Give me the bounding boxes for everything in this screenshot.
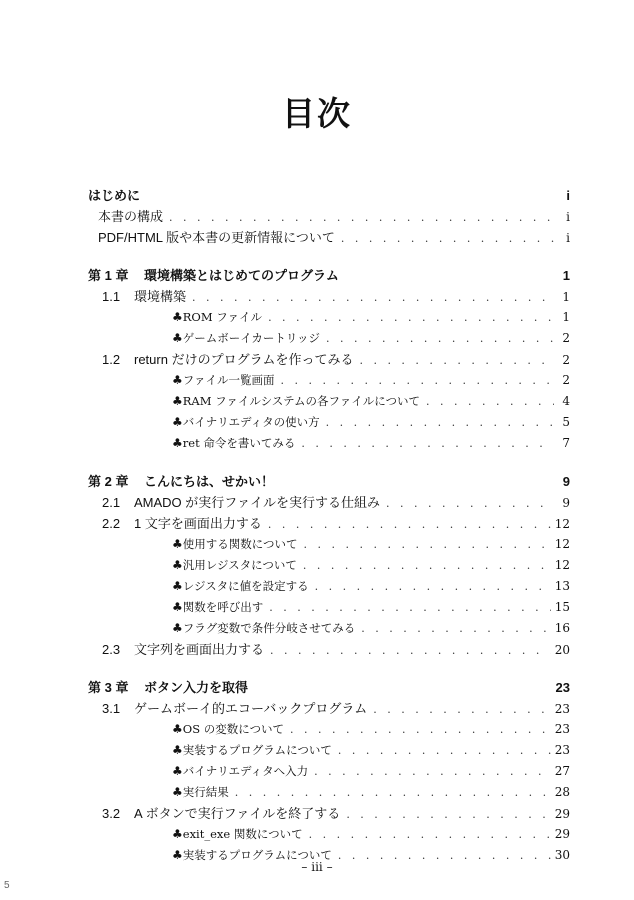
toc-leader (301, 433, 554, 454)
toc-subsection-page: 27 (554, 764, 570, 778)
toc-chapter-row[interactable] (88, 265, 570, 286)
toc-subsection-page: 28 (554, 785, 570, 799)
club-icon: ♣ (172, 722, 183, 736)
toc-section-number: 2.1 (102, 495, 121, 510)
toc-section-row[interactable] (88, 349, 570, 370)
toc-intro-item-label: 本書の構成 (98, 209, 164, 224)
toc-leader (386, 493, 554, 514)
toc-subsection-label: ret 命令を書いてみる (182, 436, 296, 450)
toc-subsection-label: フラグ変数で条件分岐させてみる (182, 621, 356, 635)
toc-leader (315, 576, 551, 597)
toc-intro-item[interactable] (88, 206, 570, 227)
toc-leader (192, 287, 554, 308)
club-icon: ♣ (172, 579, 183, 593)
club-icon: ♣ (172, 764, 183, 778)
toc-subsection-page: 12 (554, 558, 570, 572)
toc-intro-item-page: i (566, 231, 570, 245)
toc-chapter-label: 環境構築とはじめてのプログラム (144, 268, 339, 283)
toc-subsection-row[interactable] (88, 761, 570, 782)
toc-leader (270, 640, 551, 661)
toc-section-page: 29 (554, 807, 570, 821)
toc-subsection-label: バイナリエディタへ入力 (182, 764, 309, 778)
club-icon: ♣ (172, 785, 183, 799)
toc-leader (426, 391, 554, 412)
club-icon: ♣ (172, 394, 183, 408)
toc-section-number: 3.1 (102, 701, 121, 716)
toc-subsection-row[interactable] (88, 824, 570, 845)
club-icon: ♣ (172, 600, 183, 614)
toc-gap (88, 660, 570, 677)
corner-label: 5 (4, 880, 10, 891)
toc-intro-item-label: PDF/HTML 版や本書の更新情報について (98, 230, 335, 245)
toc-leader (268, 307, 554, 328)
toc-subsection-page: 23 (554, 743, 570, 757)
toc-section-row[interactable] (88, 639, 570, 660)
toc-section-number: 1.2 (102, 352, 121, 367)
toc-subsection-label: OS の変数について (182, 722, 284, 736)
toc-section-label: 1 文字を画面出力する (134, 516, 262, 531)
toc-leader (235, 782, 551, 803)
toc-gap (88, 454, 570, 471)
toc-subsection-row[interactable] (88, 576, 570, 597)
toc-subsection-row[interactable] (88, 534, 570, 555)
toc-section-page: 1 (562, 290, 570, 304)
toc-leader (346, 804, 550, 825)
toc-subsection-row[interactable] (88, 412, 570, 433)
toc-intro-page: i (566, 188, 570, 203)
toc-subsection-label: レジスタに値を設定する (182, 579, 309, 593)
toc-subsection-page: 5 (562, 415, 570, 429)
toc-subsection-row[interactable] (88, 370, 570, 391)
toc-subsection-row[interactable] (88, 307, 570, 328)
toc-subsection-page: 15 (554, 600, 570, 614)
club-icon: ♣ (172, 373, 183, 387)
toc-leader (361, 618, 550, 639)
toc-section-page: 2 (562, 353, 570, 367)
club-icon: ♣ (172, 743, 183, 757)
toc-leader (341, 228, 554, 249)
toc-subsection-page: 16 (554, 621, 570, 635)
toc-section-row[interactable] (88, 513, 570, 534)
toc-leader (290, 719, 551, 740)
toc-leader (268, 514, 551, 535)
toc-leader (326, 412, 554, 433)
toc-subsection-label: 実装するプログラムについて (182, 743, 332, 757)
club-icon: ♣ (172, 537, 183, 551)
toc-subsection-label: exit_exe 関数について (182, 827, 303, 841)
toc-section-number: 1.1 (102, 289, 121, 304)
toc-intro-item[interactable] (88, 227, 570, 248)
toc-intro-item-page: i (566, 210, 570, 224)
toc-gap (88, 248, 570, 265)
toc-leader (281, 370, 554, 391)
toc-subsection-label: 関数を呼び出す (182, 600, 264, 614)
toc-subsection-page: 12 (554, 537, 570, 551)
toc-subsection-row[interactable] (88, 740, 570, 761)
toc-subsection-label: 実装するプログラムについて (182, 848, 332, 862)
toc-leader (269, 597, 550, 618)
toc-subsection-page: 2 (562, 373, 570, 387)
toc-section-label: 環境構築 (134, 289, 187, 304)
toc-chapter-label: こんにちは、せかい！ (144, 474, 275, 489)
toc-subsection-row[interactable] (88, 555, 570, 576)
toc-section-label: return だけのプログラムを作ってみる (134, 352, 354, 367)
toc-subsection-row[interactable] (88, 597, 570, 618)
toc-section-number: 3.2 (102, 806, 121, 821)
toc-subsection-row[interactable] (88, 328, 570, 349)
toc-section-page: 23 (554, 702, 570, 716)
toc-section-label: A ボタンで実行ファイルを終了する (134, 806, 341, 821)
toc-section-row[interactable] (88, 698, 570, 719)
toc-section-page: 20 (554, 643, 570, 657)
toc-leader (359, 350, 554, 371)
toc-leader (169, 207, 554, 228)
toc-subsection-label: ROM ファイル (182, 310, 263, 324)
table-of-contents (88, 185, 570, 866)
toc-section-page: 12 (554, 517, 570, 531)
page-number-footer: – iii – (301, 860, 333, 874)
toc-chapter-number: 第 3 章 (88, 680, 129, 695)
toc-chapter-page: 23 (555, 680, 570, 695)
toc-intro-row[interactable] (88, 185, 570, 206)
toc-leader (373, 699, 550, 720)
toc-chapter-page: 1 (562, 268, 570, 283)
toc-subsection-label: ゲームボーイカートリッジ (182, 331, 320, 345)
toc-leader (326, 328, 554, 349)
toc-chapter-row[interactable] (88, 677, 570, 698)
toc-section-number: 2.2 (102, 516, 121, 531)
toc-section-label: 文字列を画面出力する (134, 642, 265, 657)
toc-chapter-label: ボタン入力を取得 (144, 680, 249, 695)
toc-section-row[interactable] (88, 286, 570, 307)
club-icon: ♣ (172, 827, 183, 841)
toc-section-row[interactable] (88, 803, 570, 824)
toc-subsection-page: 23 (554, 722, 570, 736)
toc-subsection-label: バイナリエディタの使い方 (182, 415, 320, 429)
club-icon: ♣ (172, 310, 183, 324)
toc-subsection-label: RAM ファイルシステムの各ファイルについて (182, 394, 421, 408)
toc-chapter-row[interactable] (88, 471, 570, 492)
club-icon: ♣ (172, 415, 183, 429)
toc-subsection-page: 30 (554, 848, 570, 862)
club-icon: ♣ (172, 848, 183, 862)
toc-section-row[interactable] (88, 492, 570, 513)
toc-subsection-row[interactable] (88, 719, 570, 740)
club-icon: ♣ (172, 621, 183, 635)
toc-chapter-number: 第 2 章 (88, 474, 129, 489)
toc-subsection-label: 実行結果 (182, 785, 229, 799)
toc-subsection-page: 7 (562, 436, 570, 450)
club-icon: ♣ (172, 436, 183, 450)
page-title: 目次 (282, 95, 352, 132)
toc-subsection-label: ファイル一覧画面 (182, 373, 275, 387)
toc-intro-label: はじめに (88, 188, 141, 203)
toc-subsection-row[interactable] (88, 782, 570, 803)
toc-leader (314, 761, 551, 782)
club-icon: ♣ (172, 558, 183, 572)
toc-leader (304, 534, 551, 555)
toc-leader (303, 555, 551, 576)
toc-section-label: AMADO が実行ファイルを実行する仕組み (134, 495, 381, 510)
toc-leader (338, 740, 551, 761)
toc-subsection-label: 使用する関数について (182, 537, 298, 551)
toc-subsection-page: 13 (554, 579, 570, 593)
toc-section-number: 2.3 (102, 642, 121, 657)
toc-subsection-page: 1 (562, 310, 570, 324)
toc-subsection-row[interactable] (88, 391, 570, 412)
toc-subsection-page: 4 (562, 394, 570, 408)
toc-subsection-page: 29 (554, 827, 570, 841)
toc-section-page: 9 (562, 496, 570, 510)
toc-chapter-number: 第 1 章 (88, 268, 129, 283)
toc-subsection-row[interactable] (88, 433, 570, 454)
toc-chapters (88, 248, 570, 866)
toc-subsection-page: 2 (562, 331, 570, 345)
toc-subsection-label: 汎用レジスタについて (182, 558, 297, 572)
toc-leader (309, 824, 551, 845)
toc-subsection-row[interactable] (88, 618, 570, 639)
toc-chapter-page: 9 (562, 474, 570, 489)
club-icon: ♣ (172, 331, 183, 345)
toc-section-label: ゲームボーイ的エコーバックプログラム (134, 701, 368, 716)
